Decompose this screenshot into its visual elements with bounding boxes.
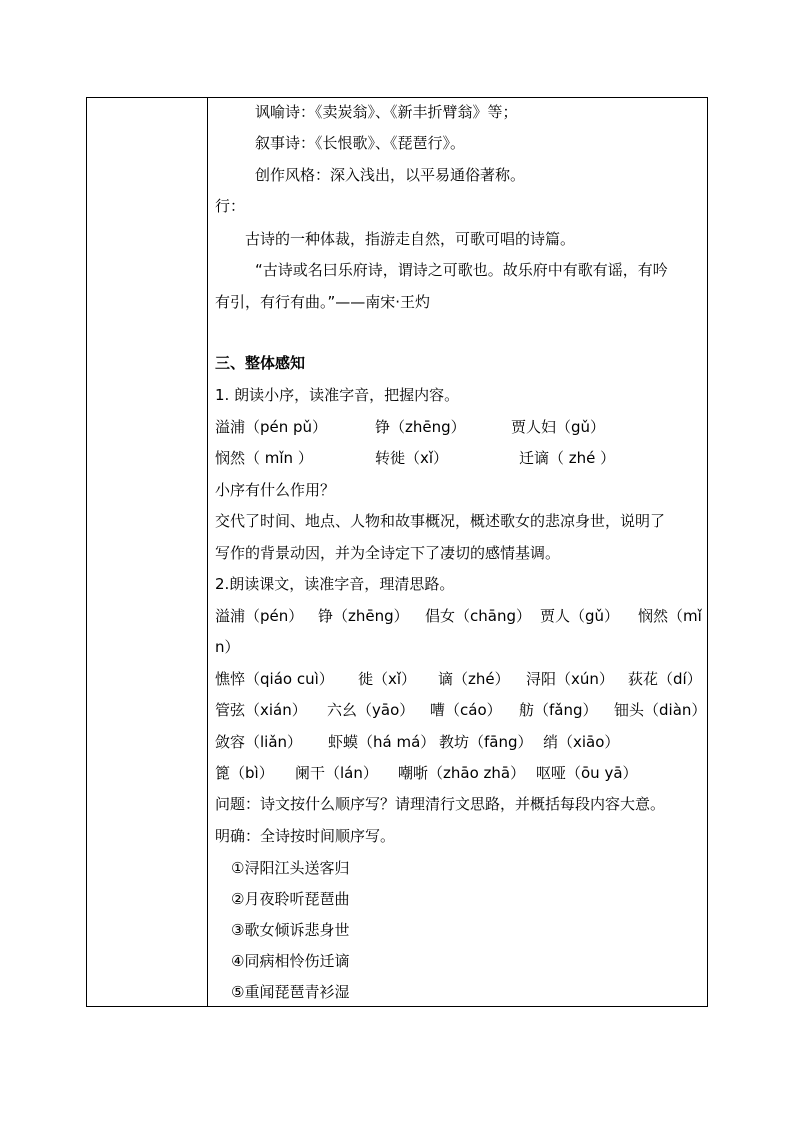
pinyin-item: 嘲哳（zhāo zhā） bbox=[398, 764, 526, 782]
pinyin-item: 贾人妇（gǔ） bbox=[511, 418, 606, 436]
text-line: 小序有什么作用？ bbox=[215, 481, 336, 499]
text-line: 行： bbox=[215, 197, 246, 215]
text-line: 1. 朗读小序，读准字音，把握内容。 bbox=[215, 386, 460, 404]
pinyin-item: 铮（zhēng） bbox=[318, 607, 409, 625]
pinyin-item: 迁谪（ zhé ） bbox=[519, 449, 616, 467]
text-line: 明确：全诗按时间顺序写。 bbox=[215, 827, 396, 845]
text-line: 2.朗读课文，读准字音，理清思路。 bbox=[215, 575, 455, 593]
text-line: “古诗或名曰乐府诗，谓诗之可歌也。故乐府中有歌有谣，有吟 bbox=[255, 261, 668, 279]
pinyin-item: 徙（xǐ） bbox=[358, 670, 417, 688]
pinyin-item: 钿头（diàn） bbox=[614, 701, 707, 719]
pinyin-item: 溢浦（pén pǔ） bbox=[215, 418, 328, 436]
pinyin-item: 铮（zhēng） bbox=[375, 418, 466, 436]
pinyin-item: 谪（zhé） bbox=[438, 670, 510, 688]
text-line: 交代了时间、地点、人物和故事概况，概述歌女的悲凉身世，说明了 bbox=[215, 512, 666, 530]
pinyin-item: 贾人（gǔ） bbox=[540, 607, 620, 625]
outline-item: ⑤重闻琵琶青衫湿 bbox=[231, 983, 350, 1001]
text-line: 古诗的一种体裁，指游走自然，可歌可唱的诗篇。 bbox=[245, 230, 576, 248]
outline-item: ③歌女倾诉悲身世 bbox=[231, 921, 350, 939]
pinyin-item: 悯然（ mǐn ） bbox=[215, 449, 313, 467]
outline-item: ①浔阳江头送客归 bbox=[231, 859, 350, 877]
pinyin-item: 管弦（xián） bbox=[215, 701, 307, 719]
pinyin-item: 呕哑（ōu yā） bbox=[536, 764, 638, 782]
pinyin-item: 六幺（yāo） bbox=[327, 701, 415, 719]
pinyin-item: 转徙（xǐ） bbox=[375, 449, 449, 467]
pinyin-item: 溢浦（pén） bbox=[215, 607, 304, 625]
pinyin-item: 阑干（lán） bbox=[295, 764, 378, 782]
pinyin-item: 教坊（fāng） bbox=[439, 733, 533, 751]
pinyin-item: 悯然（mǐ bbox=[638, 607, 702, 625]
column-divider bbox=[207, 98, 208, 1006]
text-line: 叙事诗：《长恨歌》、《琵琶行》。 bbox=[255, 134, 466, 152]
pinyin-item: 憔悴（qiáo cuì） bbox=[215, 670, 334, 688]
pinyin-item: 敛容（liǎn） bbox=[215, 733, 303, 751]
pinyin-item: 嘈（cáo） bbox=[430, 701, 502, 719]
text-line: 写作的背景动因，并为全诗定下了凄切的感情基调。 bbox=[215, 544, 561, 562]
pinyin-item: 虾蟆（há má） bbox=[328, 733, 436, 751]
text-line: 有引，有行有曲。”——南宋·王灼 bbox=[215, 293, 431, 311]
pinyin-item: 绡（xiāo） bbox=[543, 733, 620, 751]
pinyin-item: 篦（bì） bbox=[215, 764, 274, 782]
pinyin-item: 浔阳（xún） bbox=[526, 670, 614, 688]
outline-item: ②月夜聆听琵琶曲 bbox=[231, 890, 350, 908]
pinyin-item: 舫（fǎng） bbox=[519, 701, 598, 719]
pinyin-item: 倡女（chāng） bbox=[425, 607, 531, 625]
section-heading: 三、整体感知 bbox=[215, 354, 306, 372]
text-line: 创作风格：深入浅出，以平易通俗著称。 bbox=[255, 166, 526, 184]
pinyin-item: 荻花（dí） bbox=[628, 670, 702, 688]
text-line: 讽喻诗：《卖炭翁》、《新丰折臂翁》等； bbox=[255, 103, 518, 121]
text-line: n） bbox=[215, 638, 240, 656]
outline-item: ④同病相怜伤迁谪 bbox=[231, 952, 350, 970]
text-line: 问题：诗文按什么顺序写？请理清行文思路，并概括每段内容大意。 bbox=[215, 795, 666, 813]
